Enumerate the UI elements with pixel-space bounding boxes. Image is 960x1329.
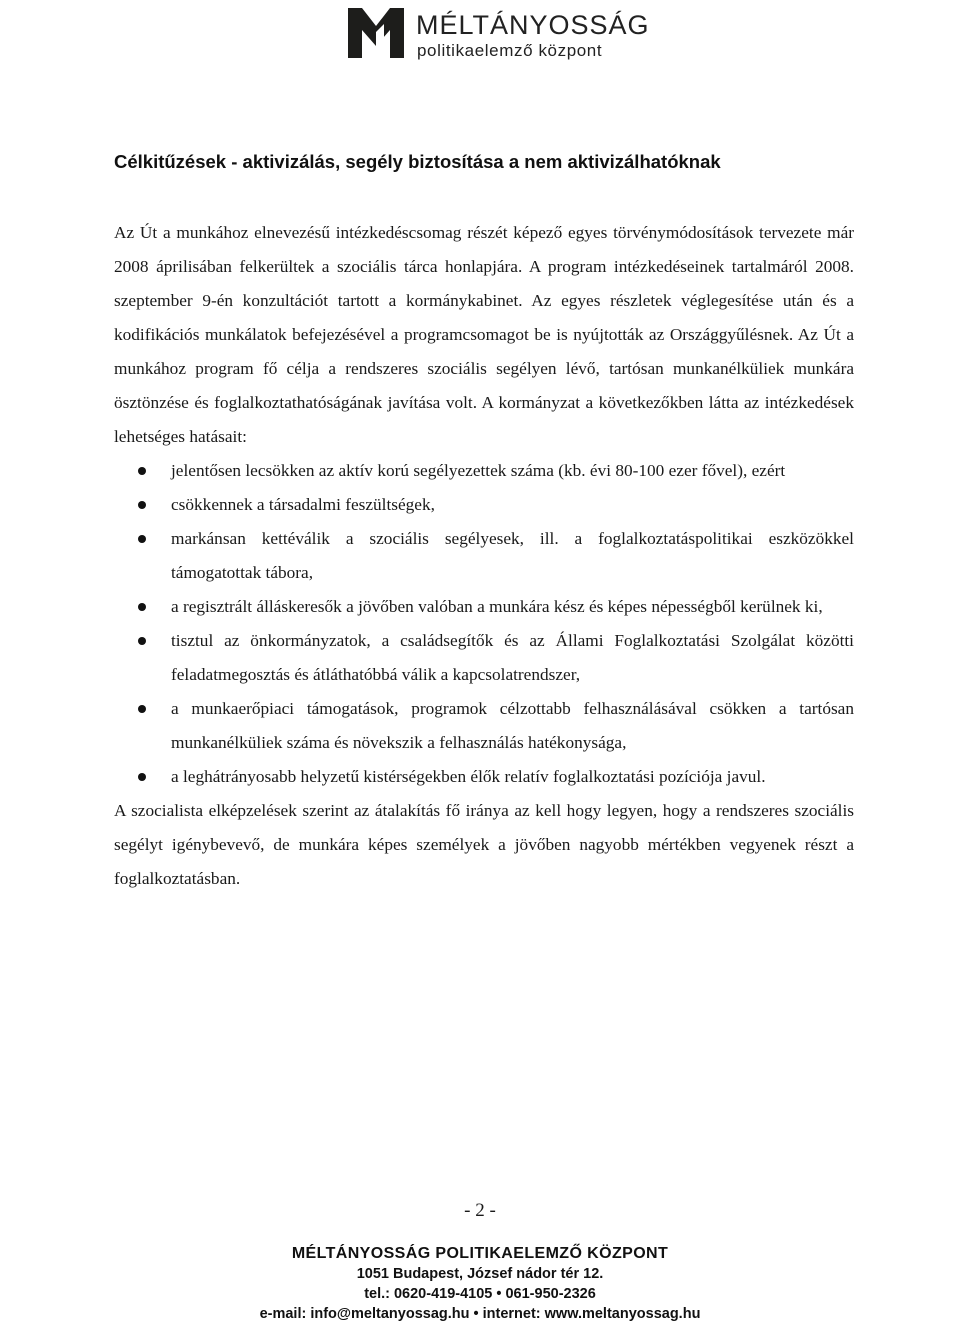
conclusion-paragraph: A szocialista elképzelések szerint az átalakítás fő iránya az kell hogy legyen, hogy a rendszeres szociális segélyt igénybevevő, de munkára képes személyek a jövőben nagyobb mértékben vegyenek részt a foglalkoztatásban.	[114, 801, 854, 888]
list-item: a regisztrált álláskeresők a jövőben valóban a munkára kész és képes népességből kerülnek ki,	[114, 590, 854, 624]
logo-subtitle: politikaelemző központ	[417, 41, 603, 60]
footer-contact: e-mail: info@meltanyossag.hu • internet: www.meltanyossag.hu	[259, 1306, 701, 1322]
list-item: markánsan kettéválik a szociális segélyesek, ill. a foglalkoztatáspolitikai eszközökkel támogatottak tábora,	[114, 522, 854, 590]
list-item: csökkennek a társadalmi feszültségek,	[114, 488, 854, 522]
bullet-icon	[138, 467, 146, 475]
bullet-icon	[138, 637, 146, 645]
page-number: - 2 -	[464, 1200, 496, 1221]
list-item: jelentősen lecsökken az aktív korú segélyezettek száma (kb. évi 80-100 ezer fővel), ezért	[114, 454, 854, 488]
list-item: a munkaerőpiaci támogatások, programok célzottabb felhasználásával csökken a tartósan munkanélküliek száma és növekszik a felhasználás hatékonysága,	[114, 692, 854, 760]
section-heading: Célkitűzések - aktivizálás, segély biztosítása a nem aktivizálhatóknak	[114, 151, 721, 172]
bullet-icon	[138, 501, 146, 509]
bullet-icon	[138, 705, 146, 713]
page-footer	[0, 1243, 960, 1324]
logo-title: MÉLTÁNYOSSÁG	[416, 10, 650, 40]
document-body	[114, 216, 854, 896]
bullet-icon	[138, 603, 146, 611]
bullet-icon	[138, 773, 146, 781]
list-item: a leghátrányosabb helyzetű kistérségekben élők relatív foglalkoztatási pozíciója javul.	[114, 760, 854, 794]
footer-organization: MÉLTÁNYOSSÁG POLITIKAELEMZŐ KÖZPONT	[291, 1245, 669, 1262]
list-item: tisztul az önkormányzatok, a családsegítők és az Állami Foglalkoztatási Szolgálat közötti feladatmegosztás és átláthatóbbá válik a kapcsolatrendszer,	[114, 624, 854, 692]
effects-list	[114, 454, 854, 794]
bullet-icon	[138, 535, 146, 543]
intro-paragraph: Az Út a munkához elnevezésű intézkedéscsomag részét képező egyes törvénymódosítások tervezete már 2008 áprilisában felkerültek a szociális tárca honlapjára. A program intézkedéseinek tartalmáról 2008. szeptember 9-én konzultációt tartott a kormánykabinet. Az egyes részletek véglegesítése után és a kodifikációs munkálatok befejezésével a programcsomagot be is nyújtották az Országgyűlésnek. Az Út a munkához program fő célja a rendszeres szociális segélyen lévő, tartósan munkanélküliek munkára ösztönzése és foglalkoztathatóságának javítása volt. A kormányzat a következőkben látta az intézkedések lehetséges hatásait:	[114, 223, 854, 446]
footer-address: 1051 Budapest, József nádor tér 12.	[356, 1266, 604, 1282]
footer-phone: tel.: 0620-419-4105 • 061-950-2326	[364, 1286, 596, 1302]
header-logo	[346, 6, 650, 60]
logo-mark-icon	[346, 6, 406, 60]
